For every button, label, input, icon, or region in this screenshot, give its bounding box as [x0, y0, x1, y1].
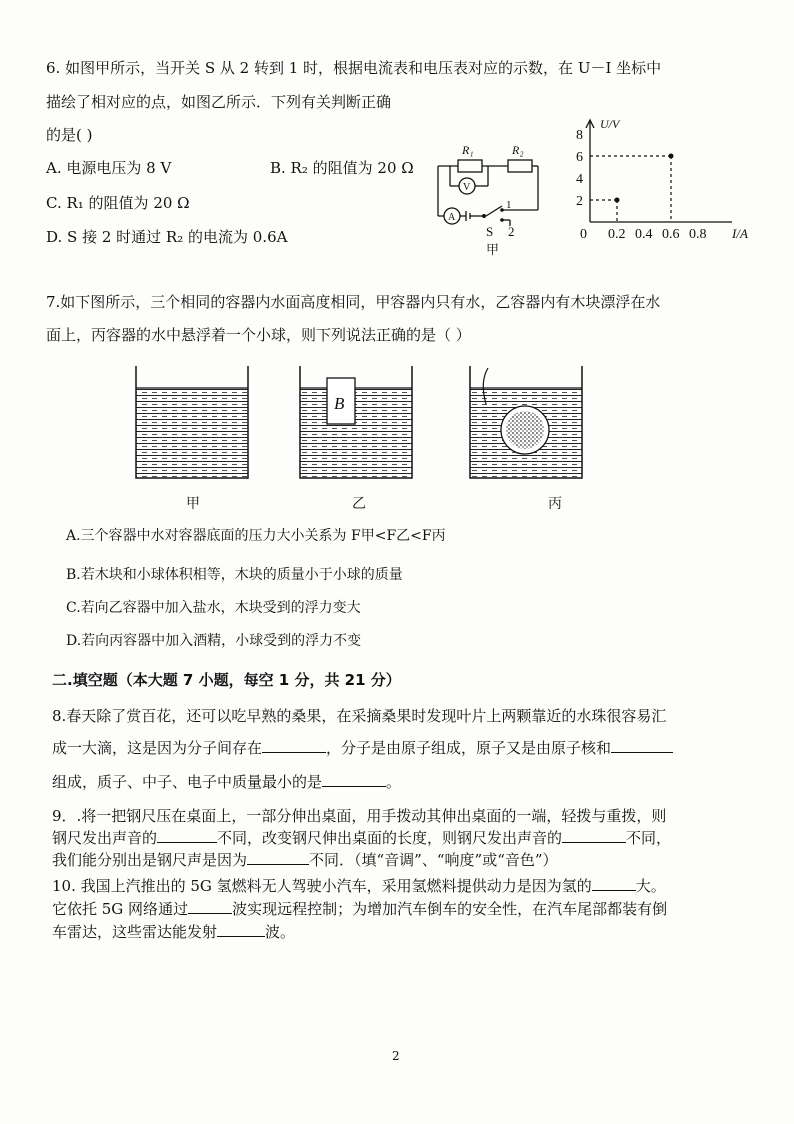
- q10-line1: [52, 876, 666, 896]
- q10-text: 波。: [265, 923, 296, 941]
- containers-figure: [120, 360, 600, 520]
- q6-option-c: C. R₁ 的阻值为 20 Ω: [46, 194, 190, 212]
- q10-text: 大。: [635, 877, 666, 895]
- wood-block-label: B: [334, 394, 345, 413]
- switch-pos2: 2: [508, 224, 515, 239]
- page-number: 2: [392, 1049, 400, 1063]
- r1-label: R₁: [462, 143, 474, 157]
- q9-text: 钢尺发出声音的: [52, 829, 158, 847]
- q8-text: ，分子是由原子组成，原子又是由原子核和: [326, 739, 612, 757]
- switch-label: S: [486, 224, 494, 239]
- y-axis-label: U/V: [600, 117, 620, 131]
- switch-pos1: 1: [506, 199, 512, 211]
- circuit-diagram: [430, 140, 545, 260]
- q10-text: 它依托 5G 网络通过: [52, 900, 189, 918]
- q8-line2: [52, 738, 673, 758]
- q6-option-b: B. R₂ 的阻值为 20 Ω: [270, 159, 414, 177]
- q8-blank-3[interactable]: [322, 772, 386, 787]
- circuit-caption: 甲: [486, 242, 500, 257]
- x-tick-label: 0.8: [689, 227, 707, 242]
- q10-text: 波实现远程控制；为增加汽车倒车的安全性，在汽车尾部都装有倒: [232, 900, 668, 918]
- q6-line2: 描绘了相对应的点，如图乙所示．下列有关判断正确: [46, 93, 392, 111]
- container-yi: [300, 366, 412, 478]
- q8-blank-2[interactable]: [611, 738, 673, 753]
- q9-line1: 9．.将一把钢尺压在桌面上，一部分伸出桌面，用手拨动其伸出桌面的一端，轻拨与重拨，则: [52, 807, 667, 825]
- q6-option-a: A. 电源电压为 8 V: [46, 159, 172, 177]
- data-point: [615, 198, 620, 203]
- q8-text: 。: [386, 773, 402, 791]
- voltmeter-label: V: [463, 182, 471, 193]
- caption-yi: 乙: [352, 497, 366, 512]
- q7-option-b: B.若木块和小球体积相等，木块的质量小于小球的质量: [66, 567, 403, 583]
- q10-text: 车雷达，这些雷达能发射: [52, 923, 218, 941]
- y-tick-label: 2: [576, 194, 583, 209]
- q8-text: 成一大滴，这是因为分子间存在: [52, 739, 263, 757]
- q10-blank-3[interactable]: [217, 922, 265, 937]
- q7-option-a: A.三个容器中水对容器底面的压力大小关系为 F甲<F乙<F丙: [66, 528, 446, 544]
- y-tick-label: 6: [576, 150, 583, 165]
- caption-bing: 丙: [548, 497, 562, 512]
- q10-text: 10. 我国上汽推出的 5G 氢燃料无人驾驶小汽车，采用氢燃料提供动力是因为氢的: [52, 877, 592, 895]
- q10-blank-1[interactable]: [592, 876, 636, 891]
- x-tick-label: 0.4: [635, 227, 653, 242]
- q8-line1: 8.春天除了赏百花，还可以吃早熟的桑果，在采摘桑果时发现叶片上两颗靠近的水珠很容易汇: [52, 707, 667, 725]
- q9-text: 不同，改变钢尺伸出桌面的长度，则钢尺发出声音的: [217, 829, 563, 847]
- q9-blank-3[interactable]: [247, 850, 309, 865]
- data-point: [669, 154, 674, 159]
- q9-blank-1[interactable]: [157, 828, 217, 843]
- q8-text: 组成，质子、中子、电子中质量最小的是: [52, 773, 323, 791]
- x-axis-label: I/A: [732, 226, 748, 241]
- q8-blank-1[interactable]: [262, 738, 326, 753]
- y-tick-label: 8: [576, 128, 583, 143]
- q10-line2: [52, 899, 667, 919]
- q10-line3: [52, 922, 295, 942]
- q7-line1: 7.如下图所示，三个相同的容器内水面高度相同，甲容器内只有水，乙容器内有木块漂浮在水: [46, 293, 661, 311]
- x-tick-label: 0.6: [662, 227, 680, 242]
- q9-text: 我们能分别出是钢尺声是因为: [52, 851, 248, 869]
- q7-line2: 面上，丙容器的水中悬浮着一个小球，则下列说法正确的是（ ）: [46, 326, 471, 344]
- caption-jia: 甲: [186, 497, 200, 512]
- container-jia: [136, 366, 248, 478]
- q6-option-d: D. S 接 2 时通过 R₂ 的电流为 0.6A: [46, 228, 288, 246]
- ammeter-label: A: [448, 212, 456, 223]
- container-bing: [470, 366, 582, 478]
- q7-option-c: C.若向乙容器中加入盐水，木块受到的浮力变大: [66, 600, 361, 616]
- q6-line3: 的是( ): [46, 126, 93, 144]
- section-title: 二.填空题（本大题 7 小题，每空 1 分，共 21 分）: [52, 671, 401, 689]
- q9-line2: [52, 828, 671, 848]
- u-i-graph: [560, 110, 760, 250]
- q7-option-d: D.若向丙容器中加入酒精，小球受到的浮力不变: [66, 633, 362, 649]
- q9-line3: [52, 850, 558, 870]
- q10-blank-2[interactable]: [188, 899, 232, 914]
- q9-text: 不同．（填“音调”、“响度”或“音色”）: [309, 851, 558, 869]
- q8-line3: [52, 772, 401, 792]
- x-tick-label: 0: [580, 227, 587, 242]
- q9-text: 不同，: [626, 829, 672, 847]
- q6-line1: 6. 如图甲所示，当开关 S 从 2 转到 1 时，根据电流表和电压表对应的示数，在 U－I 坐标中: [46, 59, 662, 77]
- r2-label: R₂: [512, 143, 524, 157]
- resistor-r2: [508, 160, 532, 172]
- resistor-r1: [458, 160, 482, 172]
- y-tick-label: 4: [576, 172, 583, 187]
- q9-blank-2[interactable]: [562, 828, 626, 843]
- x-tick-label: 0.2: [608, 227, 626, 242]
